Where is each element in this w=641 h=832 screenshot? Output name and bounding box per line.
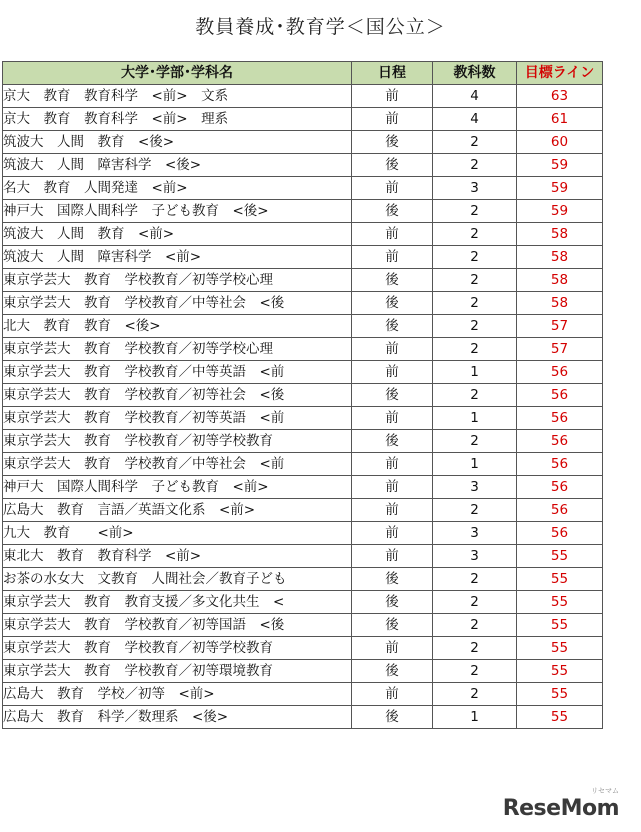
cell-subjects: 1 [433,407,517,430]
cell-name: 筑波大 人間 教育 <後> [3,131,352,154]
table-row [3,568,603,591]
cell-subjects: 4 [433,108,517,131]
cell-name: 東京学芸大 教育 学校教育／初等学校心理 [3,338,352,361]
cell-goal: 57 [517,315,603,338]
table-row [3,706,603,729]
cell-schedule: 後 [352,131,433,154]
cell-goal: 59 [517,200,603,223]
cell-subjects: 2 [433,223,517,246]
cell-schedule: 前 [352,499,433,522]
table-row [3,637,603,660]
cell-subjects: 2 [433,338,517,361]
table-row [3,407,603,430]
cell-name: 神戸大 国際人間科学 子ども教育 <前> [3,476,352,499]
cell-schedule: 後 [352,591,433,614]
table-row [3,453,603,476]
table-row [3,246,603,269]
cell-goal: 63 [517,85,603,108]
cell-name: お茶の水女大 文教育 人間社会／教育子ども [3,568,352,591]
cell-schedule: 後 [352,154,433,177]
cell-subjects: 1 [433,453,517,476]
cell-schedule: 前 [352,407,433,430]
cell-subjects: 2 [433,384,517,407]
cell-goal: 58 [517,292,603,315]
table-row [3,476,603,499]
cell-schedule: 前 [352,476,433,499]
cell-name: 筑波大 人間 教育 <前> [3,223,352,246]
table-row [3,108,603,131]
cell-goal: 55 [517,683,603,706]
cell-name: 筑波大 人間 障害科学 <後> [3,154,352,177]
cell-schedule: 前 [352,545,433,568]
cell-subjects: 2 [433,568,517,591]
cell-schedule: 前 [352,223,433,246]
cell-name: 京大 教育 教育科学 <前> 文系 [3,85,352,108]
cell-subjects: 2 [433,292,517,315]
table-row [3,292,603,315]
cell-schedule: 後 [352,430,433,453]
cell-subjects: 2 [433,591,517,614]
cell-schedule: 前 [352,361,433,384]
page-title: 教員養成･教育学＜国公立＞ [195,16,446,38]
table-row [3,131,603,154]
cell-subjects: 2 [433,315,517,338]
cutoff-table [2,61,603,729]
cell-subjects: 2 [433,269,517,292]
cell-schedule: 前 [352,108,433,131]
cell-goal: 55 [517,660,603,683]
resemom-logo: ReseMom [502,796,619,821]
table-row [3,614,603,637]
cell-schedule: 後 [352,568,433,591]
cell-goal: 56 [517,361,603,384]
cell-goal: 56 [517,407,603,430]
table-row [3,660,603,683]
cell-schedule: 前 [352,453,433,476]
cell-goal: 56 [517,476,603,499]
cell-name: 東京学芸大 教育 学校教育／初等学校教育 [3,430,352,453]
cell-name: 神戸大 国際人間科学 子ども教育 <後> [3,200,352,223]
cell-schedule: 後 [352,200,433,223]
table-row [3,522,603,545]
cell-subjects: 3 [433,522,517,545]
cell-subjects: 2 [433,200,517,223]
header-schedule: 日程 [352,62,433,85]
table-row [3,223,603,246]
table-row [3,269,603,292]
cell-subjects: 4 [433,85,517,108]
table-row [3,177,603,200]
cell-goal: 55 [517,545,603,568]
table-row [3,338,603,361]
cell-schedule: 前 [352,177,433,200]
table-row [3,545,603,568]
cell-name: 東京学芸大 教育 学校教育／初等社会 <後 [3,384,352,407]
cell-subjects: 3 [433,476,517,499]
cell-name: 東京学芸大 教育 学校教育／初等英語 <前 [3,407,352,430]
table-row [3,683,603,706]
cell-name: 広島大 教育 学校／初等 <前> [3,683,352,706]
header-name: 大学･学部･学科名 [3,62,352,85]
cell-goal: 61 [517,108,603,131]
header-goal: 目標ライン [517,62,603,85]
table-row [3,154,603,177]
cell-name: 東京学芸大 教育 学校教育／中等社会 <後 [3,292,352,315]
cell-goal: 59 [517,177,603,200]
cell-schedule: 後 [352,269,433,292]
cell-schedule: 前 [352,683,433,706]
table-row [3,315,603,338]
cell-name: 筑波大 人間 障害科学 <前> [3,246,352,269]
table-row [3,200,603,223]
cell-goal: 56 [517,453,603,476]
cell-subjects: 2 [433,131,517,154]
table-header-row [3,62,603,85]
cell-schedule: 後 [352,292,433,315]
cell-schedule: 前 [352,522,433,545]
cell-subjects: 2 [433,637,517,660]
cell-name: 東北大 教育 教育科学 <前> [3,545,352,568]
cell-subjects: 2 [433,660,517,683]
cell-schedule: 後 [352,315,433,338]
table-row [3,85,603,108]
cell-name: 広島大 教育 科学／数理系 <後> [3,706,352,729]
table-row [3,384,603,407]
cell-subjects: 2 [433,499,517,522]
cell-goal: 56 [517,522,603,545]
cell-name: 東京学芸大 教育 学校教育／初等学校教育 [3,637,352,660]
cell-goal: 59 [517,154,603,177]
cell-goal: 55 [517,706,603,729]
logo-subtext: リセマム [591,787,619,795]
cell-subjects: 1 [433,706,517,729]
cell-name: 名大 教育 人間発達 <前> [3,177,352,200]
cell-schedule: 前 [352,637,433,660]
cell-goal: 55 [517,568,603,591]
cell-goal: 55 [517,614,603,637]
cell-goal: 58 [517,246,603,269]
cell-goal: 60 [517,131,603,154]
cell-goal: 57 [517,338,603,361]
cell-schedule: 後 [352,614,433,637]
cell-subjects: 2 [433,246,517,269]
cell-subjects: 1 [433,361,517,384]
table-row [3,499,603,522]
cell-goal: 58 [517,223,603,246]
cell-schedule: 後 [352,660,433,683]
table-row [3,361,603,384]
cell-subjects: 2 [433,154,517,177]
cell-goal: 56 [517,430,603,453]
cell-name: 東京学芸大 教育 学校教育／初等環境教育 [3,660,352,683]
cell-name: 東京学芸大 教育 学校教育／初等国語 <後 [3,614,352,637]
cell-schedule: 前 [352,85,433,108]
header-subjects: 教科数 [433,62,517,85]
cell-schedule: 後 [352,706,433,729]
cell-subjects: 2 [433,614,517,637]
table-row [3,430,603,453]
cell-name: 東京学芸大 教育 学校教育／中等社会 <前 [3,453,352,476]
cell-goal: 55 [517,591,603,614]
cell-subjects: 2 [433,430,517,453]
cell-name: 北大 教育 教育 <後> [3,315,352,338]
cell-goal: 58 [517,269,603,292]
cell-subjects: 3 [433,177,517,200]
cell-goal: 55 [517,637,603,660]
cell-name: 九大 教育 <前> [3,522,352,545]
cell-subjects: 3 [433,545,517,568]
cell-goal: 56 [517,384,603,407]
cell-name: 東京学芸大 教育 学校教育／初等学校心理 [3,269,352,292]
cell-subjects: 2 [433,683,517,706]
cell-name: 広島大 教育 言語／英語文化系 <前> [3,499,352,522]
cell-name: 東京学芸大 教育 学校教育／中等英語 <前 [3,361,352,384]
cell-name: 京大 教育 教育科学 <前> 理系 [3,108,352,131]
cell-schedule: 前 [352,246,433,269]
cell-name: 東京学芸大 教育 教育支援／多文化共生 < [3,591,352,614]
cell-schedule: 後 [352,384,433,407]
table-row [3,591,603,614]
cell-goal: 56 [517,499,603,522]
cell-schedule: 前 [352,338,433,361]
